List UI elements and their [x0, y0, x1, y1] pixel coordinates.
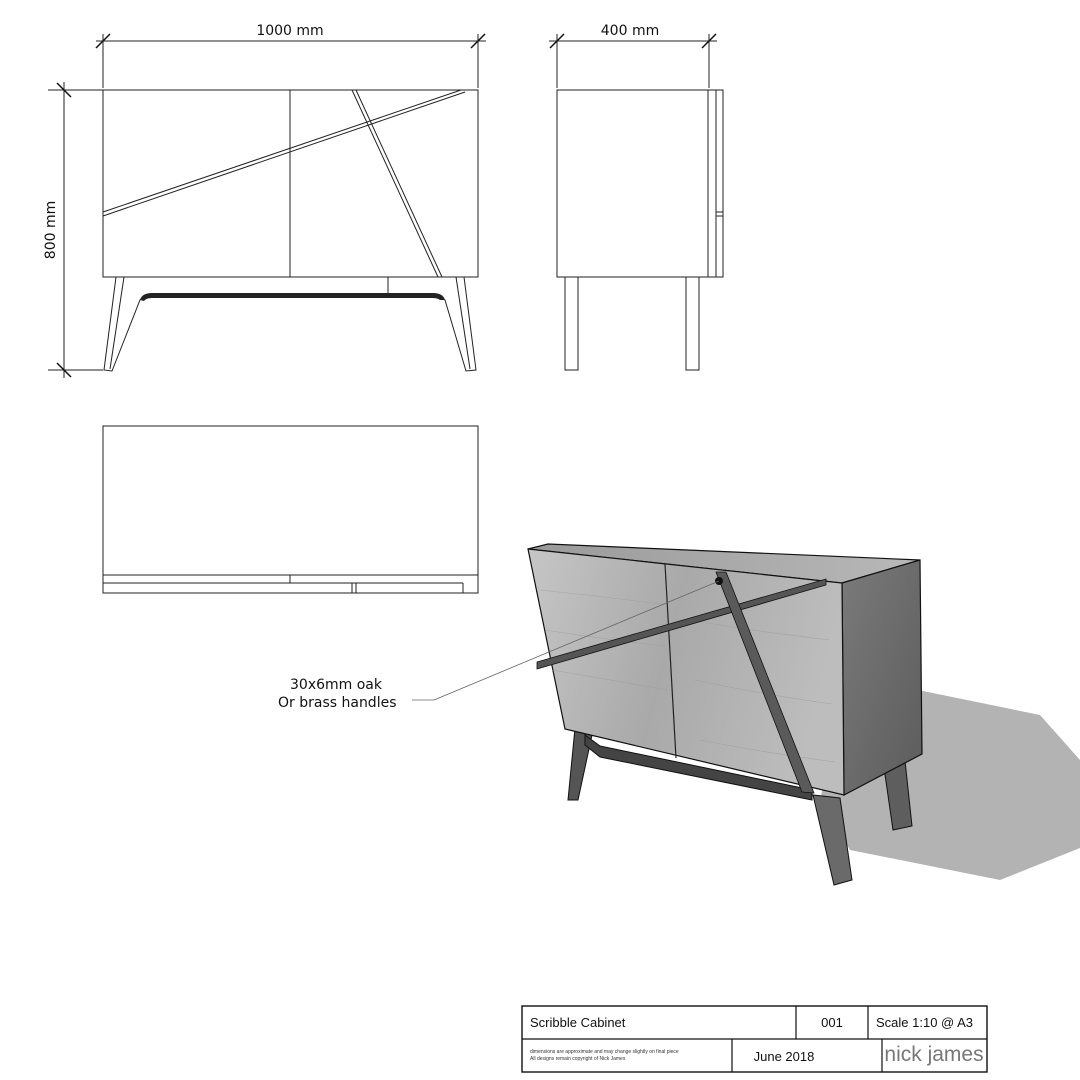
title-block: [522, 1006, 987, 1072]
drawing-scale: Scale 1:10 @ A3: [876, 1015, 974, 1030]
disclaimer-line-1: dimensions are approximate and may change slightly on final piece: [530, 1049, 679, 1055]
annotation-line-1: 30x6mm oak: [290, 677, 382, 693]
height-label: 800 mm: [43, 200, 59, 260]
annotation-line-2: Or brass handles: [278, 695, 397, 711]
depth-label: 400 mm: [600, 23, 660, 39]
cabinet-3d-render: [528, 544, 1080, 885]
width-label: 1000 mm: [256, 23, 324, 39]
brand-logo-text: nick james: [884, 1043, 984, 1066]
plan-view: [103, 426, 478, 593]
drawing-title: Scribble Cabinet: [530, 1015, 626, 1030]
side-elevation: [549, 23, 723, 370]
width-dimension: [96, 23, 486, 88]
depth-dimension: [549, 23, 717, 88]
drawing-date: June 2018: [753, 1049, 815, 1064]
drawing-number: 001: [821, 1015, 843, 1030]
front-elevation: [43, 23, 486, 378]
height-dimension: [43, 82, 103, 378]
handle-inlay-front: [103, 90, 465, 277]
disclaimer-line-2: All designs remain copyright of Nick James: [530, 1056, 626, 1062]
